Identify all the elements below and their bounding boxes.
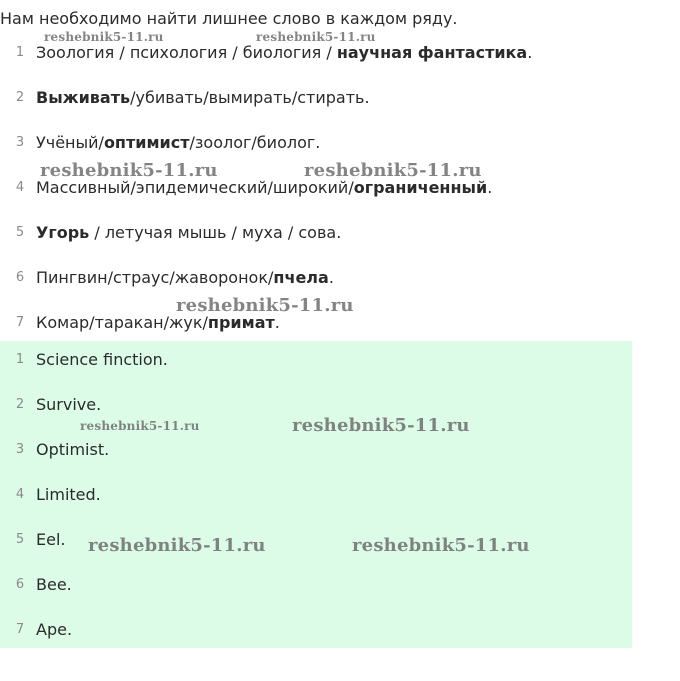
answer-row [0, 484, 632, 506]
odd-word: пчела [273, 268, 329, 287]
watermark: reshebnik5-11.ru [40, 160, 218, 181]
row-number: 2 [15, 397, 25, 412]
answer-row [0, 619, 632, 641]
question-text: Угорь / летучая мышь / муха / сова. [36, 223, 342, 242]
row-number: 1 [15, 45, 25, 60]
row-number: 1 [15, 352, 25, 367]
answer-text: Bee. [36, 575, 72, 594]
row-number: 3 [15, 442, 25, 457]
row-number: 3 [15, 135, 25, 150]
answer-text: Ape. [36, 620, 73, 639]
odd-word: Выживать [36, 88, 131, 107]
odd-word: Угорь [36, 223, 90, 242]
answer-text: Survive. [36, 395, 102, 414]
watermark: reshebnik5-11.ru [256, 30, 376, 44]
odd-word: ограниченный [353, 178, 488, 197]
answer-row [0, 439, 632, 461]
question-text: Зоология / психология / биология / научная фантастика. [36, 43, 533, 62]
answer-row [0, 394, 632, 416]
watermark: reshebnik5-11.ru [352, 535, 530, 556]
row-number: 7 [15, 622, 25, 637]
question-row [0, 222, 632, 244]
watermark: reshebnik5-11.ru [80, 419, 200, 433]
row-number: 4 [15, 487, 25, 502]
question-row [0, 42, 632, 64]
question-text: Массивный/эпидемический/широкий/ограниченный. [36, 178, 493, 197]
watermark: reshebnik5-11.ru [292, 415, 470, 436]
answer-text: Eel. [36, 530, 66, 549]
row-number: 7 [15, 315, 25, 330]
row-number: 6 [15, 577, 25, 592]
answer-row [0, 349, 632, 371]
answer-text: Optimist. [36, 440, 110, 459]
question-text: Выживать/убивать/вымирать/стирать. [36, 88, 370, 107]
question-row [0, 132, 632, 154]
answer-row [0, 574, 632, 596]
answer-text: Science finction. [36, 350, 168, 369]
row-number: 2 [15, 90, 25, 105]
question-text: Учёный/оптимист/зоолог/биолог. [36, 133, 321, 152]
row-number: 6 [15, 270, 25, 285]
odd-word: научная фантастика [336, 43, 528, 62]
watermark: reshebnik5-11.ru [304, 160, 482, 181]
answer-text: Limited. [36, 485, 101, 504]
row-number: 5 [15, 532, 25, 547]
page-title: Нам необходимо найти лишнее слово в каждом ряду. [0, 9, 458, 28]
question-row [0, 267, 632, 289]
odd-word: оптимист [103, 133, 190, 152]
odd-word: примат [207, 313, 275, 332]
watermark: reshebnik5-11.ru [176, 295, 354, 316]
answer-list [0, 341, 632, 648]
question-text: Комар/таракан/жук/примат. [36, 313, 280, 332]
row-number: 4 [15, 180, 25, 195]
question-text: Пингвин/страус/жаворонок/пчела. [36, 268, 334, 287]
question-row [0, 87, 632, 109]
watermark: reshebnik5-11.ru [88, 535, 266, 556]
row-number: 5 [15, 225, 25, 240]
watermark: reshebnik5-11.ru [44, 30, 164, 44]
